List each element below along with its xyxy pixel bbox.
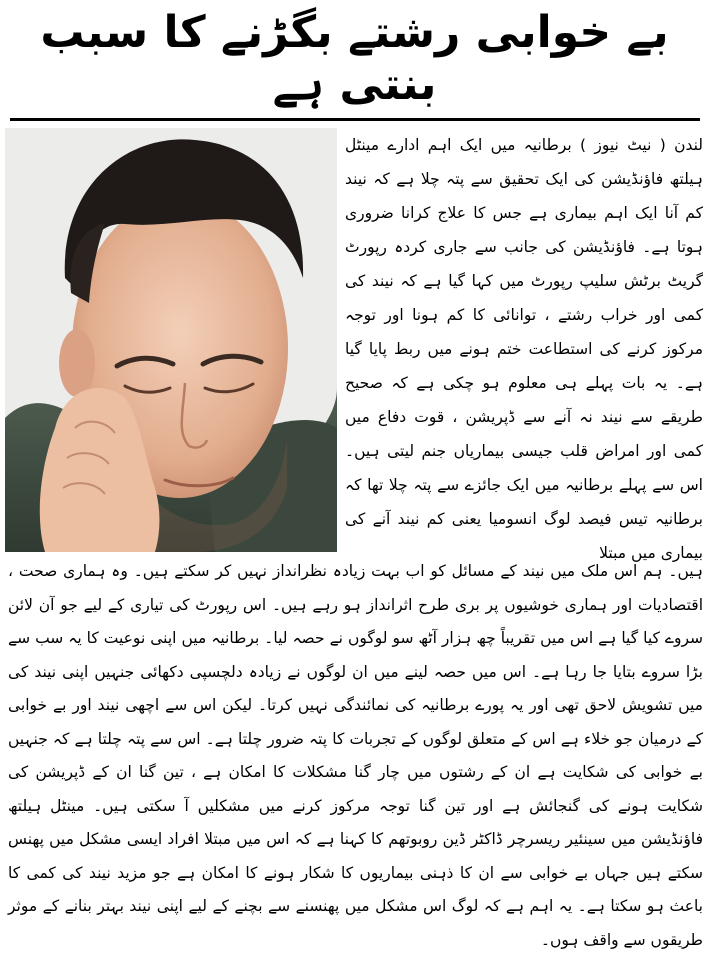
headline-divider: [10, 118, 700, 121]
article-body-text: ہیں۔ ہم اس ملک میں نیند کے مسائل کو اب بہت زیادہ نظرانداز نہیں کر سکتے ہیں۔ وہ ہماری صحت ، اقتصادیات اور ہماری خوشیوں پر بری طرح اثرانداز ہو رہے ہیں۔ اس رپورٹ کی تیاری کے لیے جو آن لائن سروے کیا گیا ہے اس میں تقریباً چھ ہزار آٹھ سو لوگوں نے حصہ لیا۔ برطانیہ میں اپنی نوعیت کا یہ سب سے بڑا سروے بتایا جا رہا ہے۔ اس میں حصہ لینے میں ان لوگوں نے زیادہ دلچسپی دکھائی جنہیں اپنی نیند کی میں تشویش لاحق تھی اور یہ پورے برطانیہ کی نمائندگی نہیں کرتا۔ لیکن اس سے اچھی نیند اور بے خوابی کے درمیان جو خلاء ہے اس کے متعلق لوگوں کے تجربات کا پتہ ضرور چلتا ہے۔ اس سے پتہ چلتا ہے کہ جنہیں بے خوابی کی شکایت ہے ان کے رشتوں میں چار گنا مشکلات کا امکان ہے ، تین گنا ان کے ڈپریشن کی شکایت ہونے کی گنجائش ہے اور تین گنا توجہ مرکوز کرنے میں مشکلیں آ سکتی ہیں۔ مینٹل ہیلتھ فاؤنڈیشن میں سینئیر ریسرچر ڈاکٹر ڈین روبوتھم کا کہنا ہے کہ اس میں مبتلا افراد ایسی مشکل میں پھنس سکتے ہیں جہاں بے خوابی سے ان کا ذہنی بیماریوں کا شکار ہونے کا امکان ہے جو مزید نیند کی کمی کا باعث ہو سکتا ہے۔ یہ اہم ہے کہ لوگ اس مشکل میں پھنسنے سے بچنے کے لیے اپنی نیند بہتر بنانے کے موثر طریقوں سے واقف ہوں۔: [8, 562, 703, 949]
article-intro-text: لندن ( نیٹ نیوز ) برطانیہ میں ایک اہم ادارے مینٹل ہیلتھ فاؤنڈیشن کی ایک تحقیق سے پتہ چلا ہے کہ نیند کم آنا ایک اہم بیماری ہے جس کا علاج کرانا ضروری ہوتا ہے۔ فاؤنڈیشن کی جانب سے جاری کردہ رپورٹ گریٹ برٹش سلیپ رپورٹ میں کہا گیا ہے کہ نیند کی کمی اور خراب رشتے ، توانائی کا کم ہونا اور توجہ مرکوز کرنے کی استطاعت ختم ہونے میں ربط پایا گیا ہے۔ یہ بات پہلے ہی معلوم ہو چکی ہے کہ صحیح طریقے سے نیند نہ آنے سے ڈپریشن ، قوت دفاع میں کمی اور امراض قلب جیسی بیماریاں جنم لیتی ہیں۔ اس سے پہلے برطانیہ میں ایک جائزے سے پتہ چلا تھا کہ برطانیہ تیس فیصد لوگ انسومیا یعنی کم نیند آنے کی بیماری میں مبتلا: [345, 136, 703, 562]
man-sleeping-photo: [5, 128, 337, 552]
headline: بے خوابی رشتے بگڑنے کا سبب بنتی ہے: [40, 7, 669, 110]
